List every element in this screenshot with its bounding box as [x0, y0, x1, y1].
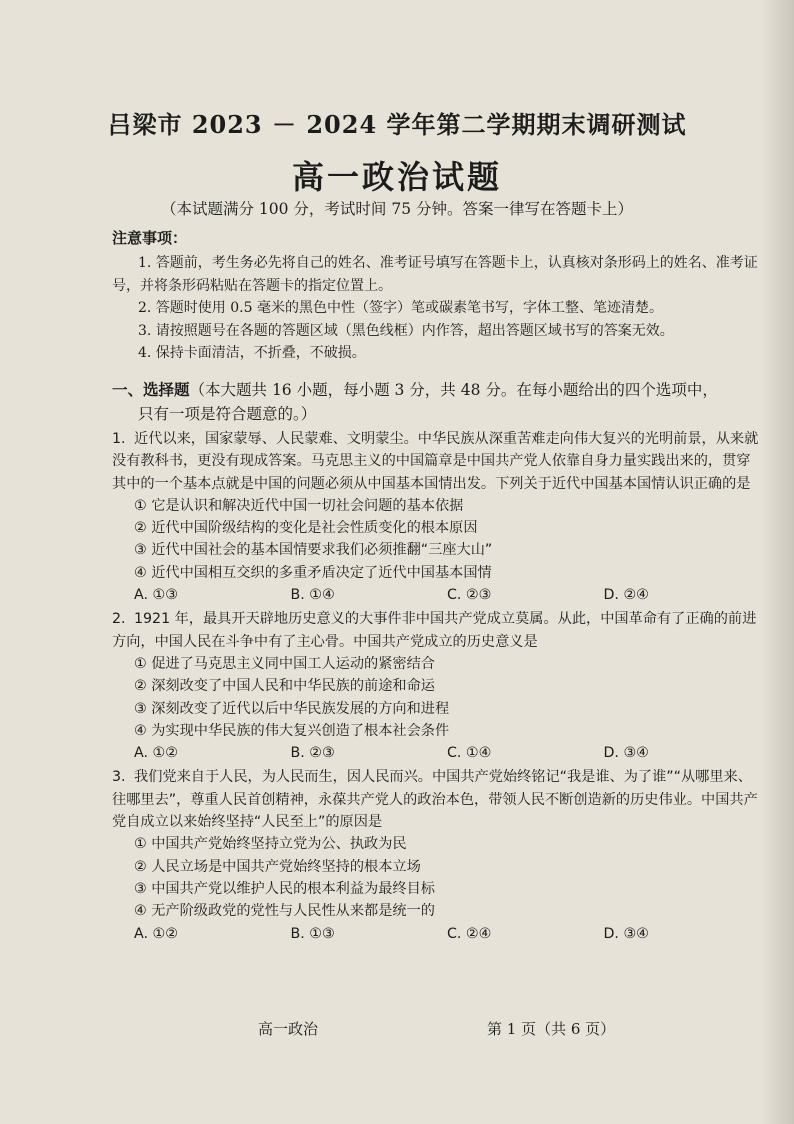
choice-c: C. ①④ [447, 745, 492, 762]
question-1 [112, 428, 760, 606]
notice-item: 2. 答题时使用 0.5 毫米的黑色中性（签字）笔或碳素笔书写，字体工整、笔迹清楚。 [138, 300, 663, 316]
answer-choices [112, 584, 760, 606]
section-desc-2: 只有一项是符合题意的。） [138, 405, 317, 423]
statement: ① 促进了马克思主义同中国工人运动的紧密结合 [134, 655, 435, 672]
question-stem [112, 766, 760, 833]
question-2 [112, 608, 760, 764]
statement: ② 近代中国阶级结构的变化是社会性质变化的根本原因 [134, 520, 478, 537]
statement: ② 深刻改变了中国人民和中华民族的前途和命运 [134, 678, 435, 695]
page-number: 第 1 页（共 6 页） [487, 1020, 616, 1038]
choice-d: D. ③④ [603, 925, 649, 942]
footer-subject: 高一政治 [258, 1020, 319, 1038]
notice-item: 3. 请按照题号在各题的答题区域（黑色线框）内作答，超出答题区域书写的答案无效。 [138, 322, 674, 339]
choice-d: D. ②④ [603, 587, 649, 604]
question-stem [112, 608, 760, 653]
question-number: 3. [112, 769, 126, 786]
choice-b: B. ②③ [290, 745, 335, 762]
notice-heading: 注意事项： [112, 229, 188, 247]
exam-title: 吕梁市 2023 － 2024 学年第二学期期末调研测试 [107, 110, 687, 139]
section-desc-1: （本大题共 16 小题，每小题 3 分，共 48 分。在每小题给出的四个选项中， [189, 381, 718, 399]
question-stem [112, 428, 760, 495]
notice-item: 4. 保持卡面清洁，不折叠，不破损。 [138, 345, 366, 361]
notice-item: 1. 答题前，考生务必先将自己的姓名、准考证号填写在答题卡上，认真核对条形码上的姓名、准考证号，并将条形码粘贴在答题卡的指定位置上。 [112, 255, 758, 294]
answer-choices [112, 923, 760, 945]
statement: ① 中国共产党始终坚持立党为公、执政为民 [134, 836, 407, 853]
choice-b: B. ①④ [290, 587, 335, 604]
question-number: 2. [112, 611, 126, 628]
statement: ③ 中国共产党以维护人民的根本利益为最终目标 [134, 880, 435, 897]
answer-choices [112, 742, 760, 764]
choice-a: A. ①③ [134, 587, 178, 604]
question-text: 近代以来，国家蒙辱、人民蒙难、文明蒙尘。中华民族从深重苦难走向伟大复兴的光明前景，从来就没有教科书，更没有现成答案。马克思主义的中国篇章是中国共产党人依靠自身力量实践出来的，贯穿其中的一个基本点就是中国的问题必须从中国基本国情出发。下列关于近代中国基本国情认识正确的是 [112, 431, 759, 492]
statement: ③ 近代中国社会的基本国情要求我们必须推翻“三座大山” [134, 542, 493, 559]
choice-b: B. ①③ [290, 925, 335, 942]
choice-a: A. ①② [134, 925, 178, 942]
statement: ④ 为实现中华民族的伟大复兴创造了根本社会条件 [134, 722, 450, 739]
choice-c: C. ②③ [447, 587, 492, 604]
statement: ③ 深刻改变了近代以后中华民族发展的方向和进程 [134, 700, 450, 717]
choice-d: D. ③④ [603, 745, 649, 762]
question-text: 我们党来自于人民，为人民而生，因人民而兴。中国共产党始终铭记“我是谁、为了谁”“从哪里来、往哪里去”，尊重人民首创精神，永葆共产党人的政治本色，带领人民不断创造新的历史伟业。中国共产党自成立以来始终坚持“人民至上”的原因是 [112, 769, 758, 831]
score-time-note: （本试题满分 100 分，考试时间 75 分钟。答案一律写在答题卡上） [160, 200, 634, 218]
section-label: 一、选择题 [112, 380, 190, 399]
section-heading [112, 378, 760, 426]
question-3 [112, 766, 760, 944]
exam-subtitle: 高一政治试题 [291, 158, 502, 196]
notice-list [112, 252, 760, 365]
question-list [112, 428, 760, 947]
question-text: 1921 年，最具开天辟地历史意义的大事件非中国共产党成立莫属。从此，中国革命有了正确的前进方向，中国人民在斗争中有了主心骨。中国共产党成立的历史意义是 [112, 611, 757, 650]
choice-a: A. ①② [134, 745, 178, 762]
choice-c: C. ②④ [447, 925, 492, 942]
statement: ④ 近代中国相互交织的多重矛盾决定了近代中国基本国情 [134, 564, 492, 581]
statement: ④ 无产阶级政党的党性与人民性从来都是统一的 [134, 903, 435, 920]
question-number: 1. [112, 431, 126, 447]
scan-shadow [760, 0, 794, 1124]
statement: ① 它是认识和解决近代中国一切社会问题的基本依据 [134, 497, 464, 514]
statement: ② 人民立场是中国共产党始终坚持的根本立场 [134, 858, 421, 875]
